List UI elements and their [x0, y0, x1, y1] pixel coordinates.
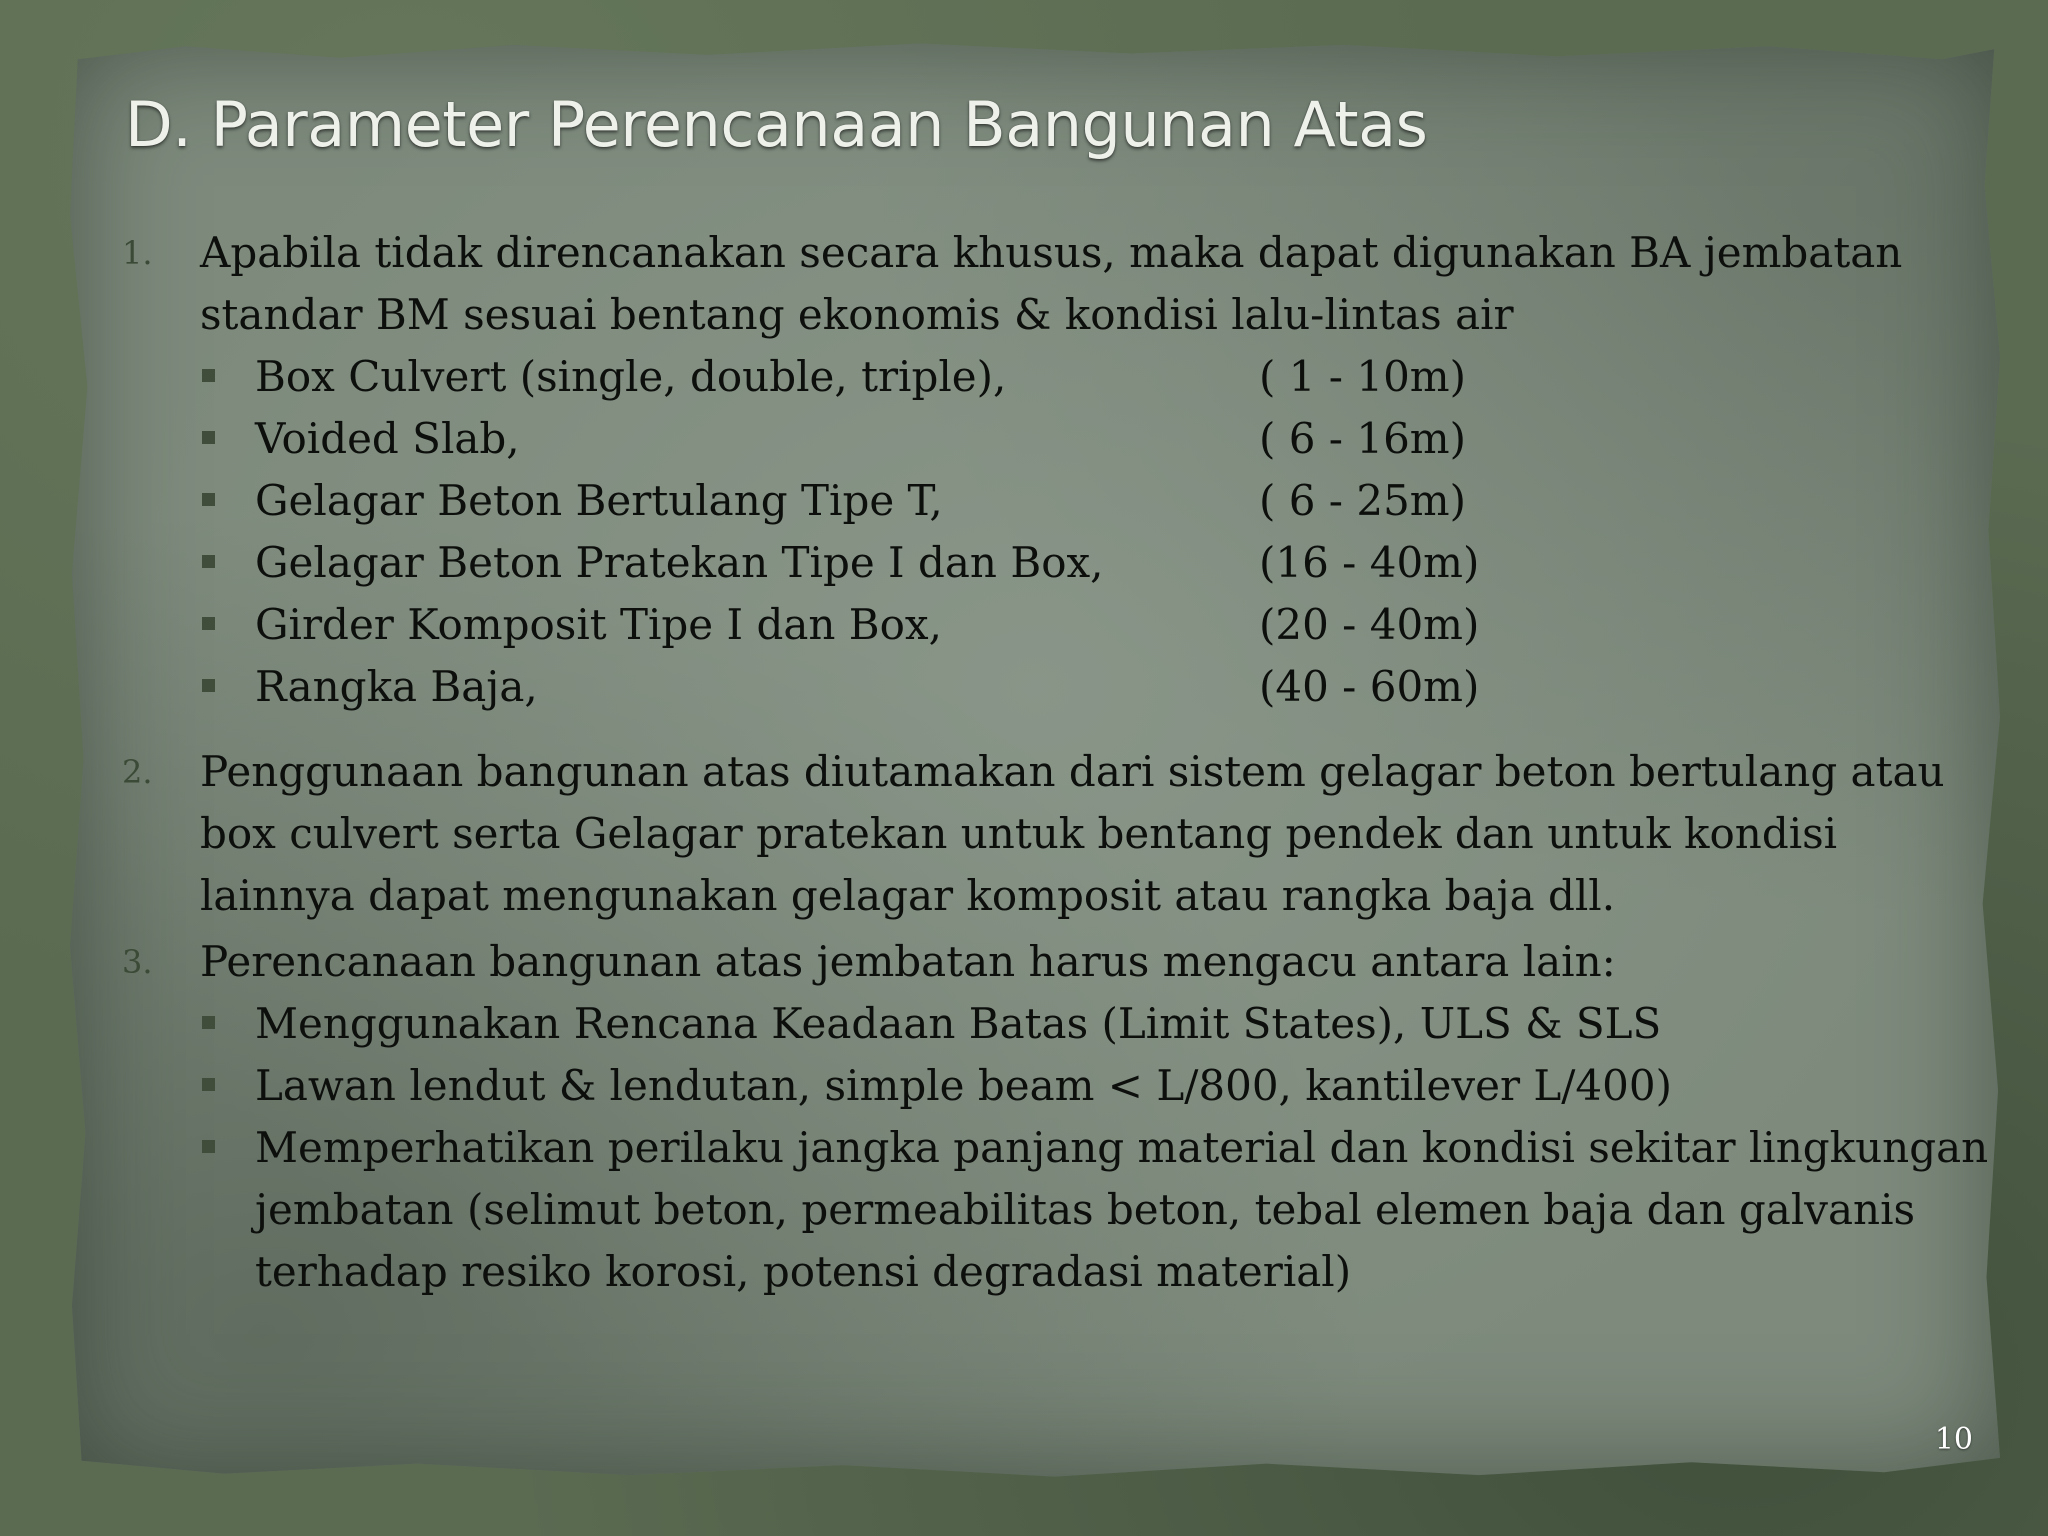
sub-list-item [200, 470, 2002, 532]
requirement-text: Memperhatikan perilaku jangka panjang material dan kondisi sekitar lingkungan jembatan (selimut beton, permeabilitas beton, tebal elemen baja dan galvanis terhadap resiko korosi, potensi degradasi material) [255, 1123, 1989, 1296]
square-bullet-icon [202, 493, 215, 506]
requirement-text: Menggunakan Rencana Keadaan Batas (Limit States), ULS & SLS [255, 999, 1662, 1048]
square-bullet-icon [202, 1016, 215, 1029]
span-range: (16 - 40m) [1259, 538, 1480, 587]
structure-type-label: Girder Komposit Tipe I dan Box, [255, 600, 942, 649]
structure-type-label: Gelagar Beton Bertulang Tipe T, [255, 476, 943, 525]
list-number: 1. [122, 234, 153, 272]
square-bullet-icon [202, 617, 215, 630]
structure-type-label: Box Culvert (single, double, triple), [255, 352, 1007, 401]
square-bullet-icon [202, 369, 215, 382]
list-item-3 [122, 931, 2002, 993]
list-item-text: Penggunaan bangunan atas diutamakan dari sistem gelagar beton bertulang atau box culvert serta Gelagar pratekan untuk bentang pendek dan untuk kondisi lainnya dapat mengunakan gelagar komposit atau rangka baja dll. [200, 747, 1945, 920]
structure-type-label: Voided Slab, [255, 414, 520, 463]
sub-list-item [200, 656, 2002, 718]
sub-list-item [200, 1055, 2002, 1117]
sub-list-item [200, 346, 2002, 408]
sub-list-item [200, 594, 2002, 656]
span-range: (20 - 40m) [1259, 600, 1480, 649]
sub-list-3 [200, 993, 2002, 1303]
span-range: (40 - 60m) [1259, 662, 1480, 711]
square-bullet-icon [202, 555, 215, 568]
slide-content [122, 222, 2002, 1303]
list-number: 2. [122, 753, 153, 791]
list-item-1 [122, 222, 2002, 346]
sub-list-item [200, 993, 2002, 1055]
square-bullet-icon [202, 1140, 215, 1153]
requirement-text: Lawan lendut & lendutan, simple beam < L/800, kantilever L/400) [255, 1061, 1672, 1110]
list-item-text: Perencanaan bangunan atas jembatan harus mengacu antara lain: [200, 937, 1616, 986]
slide-title: D. Parameter Perencanaan Bangunan Atas [125, 88, 1428, 161]
list-number: 3. [122, 943, 153, 981]
square-bullet-icon [202, 431, 215, 444]
span-range: ( 6 - 25m) [1259, 476, 1467, 525]
span-range: ( 6 - 16m) [1259, 414, 1467, 463]
page-number: 10 [1934, 1422, 1973, 1457]
list-item-text: Apabila tidak direncanakan secara khusus, maka dapat digunakan BA jembatan standar BM sesuai bentang ekonomis & kondisi lalu-lintas air [200, 228, 1903, 339]
square-bullet-icon [202, 1078, 215, 1091]
sub-list-1 [200, 346, 2002, 718]
span-range: ( 1 - 10m) [1259, 352, 1467, 401]
sub-list-item [200, 1117, 2002, 1303]
sub-list-item [200, 408, 2002, 470]
structure-type-label: Rangka Baja, [255, 662, 538, 711]
sub-list-item [200, 532, 2002, 594]
square-bullet-icon [202, 679, 215, 692]
structure-type-label: Gelagar Beton Pratekan Tipe I dan Box, [255, 538, 1104, 587]
list-item-2 [122, 741, 2002, 927]
